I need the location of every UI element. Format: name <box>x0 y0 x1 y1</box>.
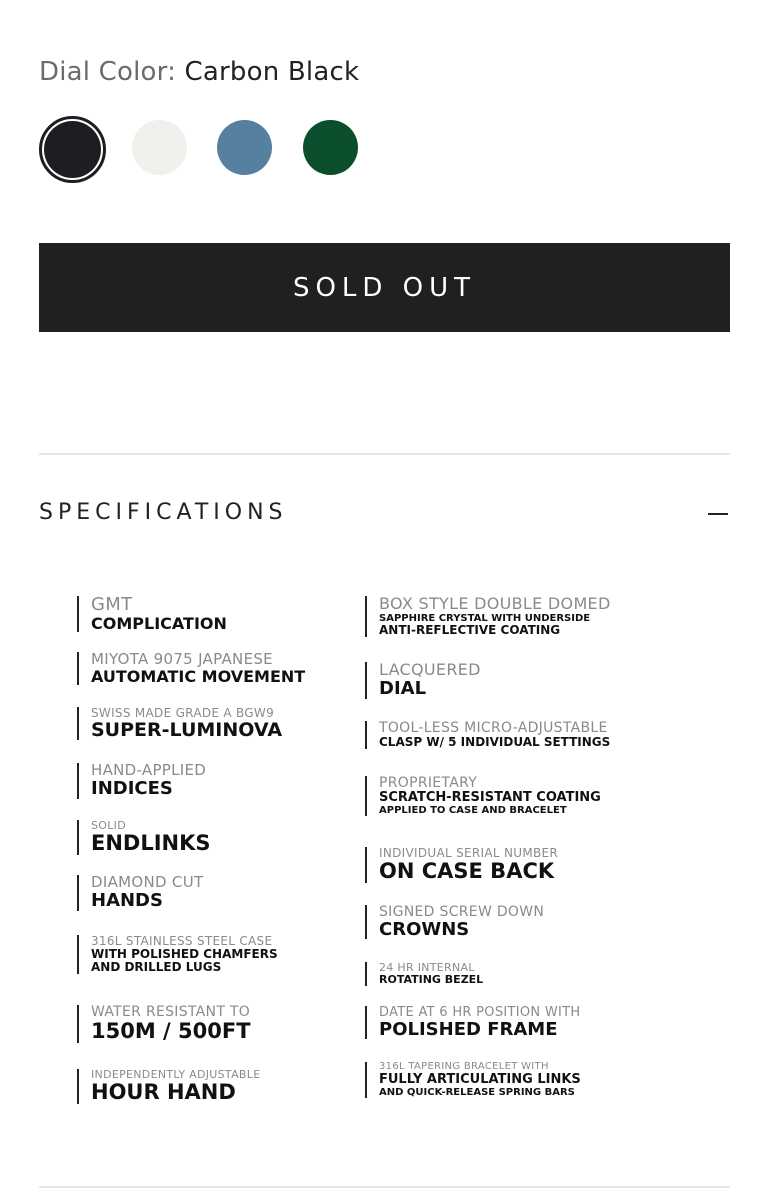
spec-value: ANTI-REFLECTIVE COATING <box>379 622 561 637</box>
spec-label: 316L TAPERING BRACELET WITH <box>379 1061 549 1072</box>
spec-value: COMPLICATION <box>91 613 227 633</box>
collapse-toggle-button[interactable] <box>705 500 731 526</box>
spec-value: AUTOMATIC MOVEMENT <box>91 666 306 686</box>
spec-value: ROTATING BEZEL <box>379 972 484 986</box>
spec-value: POLISHED FRAME <box>379 1018 558 1040</box>
dial-color-key: Dial Color: <box>39 57 177 87</box>
divider-bottom <box>39 1186 730 1188</box>
swatch-white[interactable] <box>132 120 187 175</box>
spec-label: SIGNED SCREW DOWN <box>379 904 545 920</box>
swatch-fill <box>44 121 101 178</box>
spec-label: INDIVIDUAL SERIAL NUMBER <box>379 846 559 860</box>
dial-color-swatches <box>39 116 379 180</box>
spec-label: 24 HR INTERNAL <box>379 961 475 974</box>
spec-item <box>365 962 483 986</box>
dial-color-value: Carbon Black <box>184 57 360 87</box>
spec-item <box>77 763 206 799</box>
spec-value: HOUR HAND <box>91 1079 236 1104</box>
spec-value: APPLIED TO CASE AND BRACELET <box>379 804 567 816</box>
swatch-carbon-black[interactable] <box>39 116 106 183</box>
spec-item <box>365 1006 580 1039</box>
spec-label: 316L STAINLESS STEEL CASE <box>91 934 273 948</box>
spec-value: CLASP W/ 5 INDIVIDUAL SETTINGS <box>379 734 611 749</box>
spec-label: INDEPENDENTLY ADJUSTABLE <box>91 1068 261 1081</box>
minus-icon <box>708 513 728 515</box>
sold-out-button[interactable]: SOLD OUT <box>39 243 730 332</box>
spec-item <box>365 905 544 939</box>
specifications-title: SPECIFICATIONS <box>39 500 288 525</box>
spec-label: GMT <box>91 594 133 615</box>
spec-item <box>77 820 211 855</box>
spec-label: SWISS MADE GRADE A BGW9 <box>91 706 275 720</box>
spec-label: MIYOTA 9075 JAPANESE <box>91 650 273 668</box>
spec-label: DIAMOND CUT <box>91 873 204 891</box>
spec-item <box>77 875 203 911</box>
spec-value: SUPER-LUMINOVA <box>91 718 283 741</box>
spec-label: DATE AT 6 HR POSITION WITH <box>379 1005 581 1020</box>
spec-label: BOX STYLE DOUBLE DOMED <box>379 594 611 613</box>
dial-color-label <box>39 57 359 87</box>
spec-item <box>365 662 481 699</box>
spec-item <box>77 707 282 740</box>
spec-value: DIAL <box>379 677 427 699</box>
spec-item <box>365 596 611 637</box>
spec-item <box>77 1005 251 1043</box>
swatch-green[interactable] <box>303 120 358 175</box>
spec-value: FULLY ARTICULATING LINKS <box>379 1071 581 1087</box>
spec-item <box>77 596 227 632</box>
spec-value: CROWNS <box>379 918 470 940</box>
spec-item <box>77 1069 260 1104</box>
spec-label: LACQUERED <box>379 660 481 679</box>
spec-label: SOLID <box>91 819 126 832</box>
spec-item <box>77 935 278 974</box>
divider-top <box>39 453 730 455</box>
spec-value: INDICES <box>91 777 173 799</box>
spec-label: HAND-APPLIED <box>91 761 207 779</box>
spec-item <box>77 652 305 685</box>
spec-value: HANDS <box>91 889 163 911</box>
spec-value: SCRATCH-RESISTANT COATING <box>379 789 601 805</box>
spec-value: SAPPHIRE CRYSTAL WITH UNDERSIDE <box>379 612 591 624</box>
spec-label: PROPRIETARY <box>379 775 478 791</box>
spec-item <box>365 721 610 749</box>
swatch-blue[interactable] <box>217 120 272 175</box>
spec-label: WATER RESISTANT TO <box>91 1004 251 1020</box>
spec-item <box>365 1062 581 1098</box>
spec-item <box>365 847 558 883</box>
spec-value: WITH POLISHED CHAMFERS <box>91 946 278 961</box>
spec-value: AND DRILLED LUGS <box>91 959 222 974</box>
spec-item <box>365 776 601 816</box>
spec-value: ON CASE BACK <box>379 858 555 883</box>
spec-value: AND QUICK-RELEASE SPRING BARS <box>379 1086 575 1098</box>
spec-label: TOOL-LESS MICRO-ADJUSTABLE <box>379 720 608 736</box>
spec-value: ENDLINKS <box>91 830 211 855</box>
spec-value: 150M / 500FT <box>91 1018 251 1043</box>
